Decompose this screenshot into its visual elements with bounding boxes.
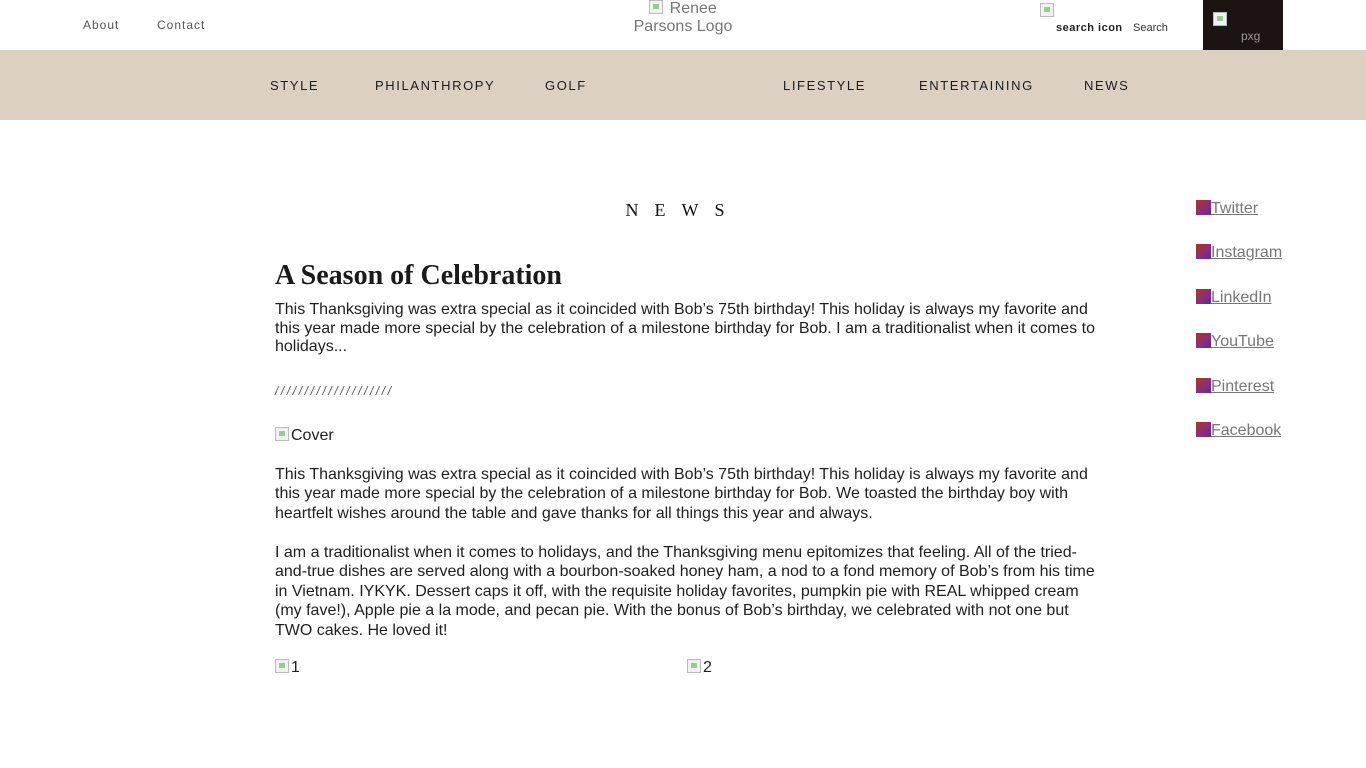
cover-image [275, 427, 334, 445]
about-link[interactable]: About [83, 18, 120, 32]
youtube-label: YouTube [1211, 333, 1274, 350]
cover-alt-text: Cover [291, 427, 334, 444]
logo-alt-line1: Renee [669, 0, 717, 17]
article [275, 258, 1095, 357]
broken-image-icon [275, 427, 289, 441]
nav-item-lifestyle[interactable]: LIFESTYLE [783, 78, 867, 93]
pinterest-icon [1196, 378, 1211, 393]
article-image-1 [275, 659, 300, 677]
twitter-icon [1196, 200, 1211, 215]
section-heading: NEWS [625, 200, 741, 220]
linkedin-label: LinkedIn [1211, 289, 1272, 306]
linkedin-icon [1196, 289, 1211, 304]
instagram-label: Instagram [1211, 244, 1283, 261]
nav-item-entertaining[interactable]: ENTERTAINING [919, 78, 1034, 93]
broken-image-icon [649, 0, 663, 14]
article-paragraph-2: I am a traditionalist when it comes to holidays, and the Thanksgiving menu epitomizes that feeling. All of the tried-and-true dishes are served along with a bourbon-soaked honey ham, a nod to a fond memory of Bob’s from his time in Vietnam. IYKYK. Dessert caps it off, with the requisite holiday favorites, pumpkin pie with REAL whipped cream (my fave!), Apple pie a la mode, and pecan pie. With the bonus of Bob’s birthday, we celebrated with not one but TWO cakes. He loved it! [275, 544, 1095, 639]
nav-item-philanthropy[interactable]: PHILANTHROPY [375, 78, 496, 93]
facebook-icon [1196, 422, 1211, 437]
youtube-link[interactable] [1196, 333, 1274, 351]
youtube-icon [1196, 333, 1211, 348]
nav-item-golf[interactable]: GOLF [545, 78, 587, 93]
broken-image-icon [687, 659, 701, 673]
article-image-2 [687, 659, 712, 677]
pinterest-link[interactable] [1196, 378, 1274, 396]
image-1-alt: 1 [291, 659, 300, 676]
twitter-label: Twitter [1211, 200, 1259, 217]
top-bar [0, 0, 1366, 50]
pxg-alt: pxg [1241, 29, 1261, 43]
broken-image-icon [1040, 3, 1054, 17]
site-logo[interactable] [622, 0, 744, 36]
broken-image-icon [275, 659, 289, 673]
article-paragraph-1: This Thanksgiving was extra special as it coincided with Bob’s 75th birthday! This holiday is always my favorite and this year made more special by the celebration of a milestone birthday for Bob. We toasted the birthday boy with heartfelt wishes around the table and gave thanks for all things this year and always. [275, 466, 1088, 522]
logo-alt-line2: Parsons Logo [633, 18, 733, 35]
article-title[interactable]: A Season of Celebration [275, 260, 562, 291]
broken-image-icon [1213, 12, 1227, 26]
twitter-link[interactable] [1196, 200, 1258, 218]
nav-item-style[interactable]: STYLE [270, 78, 320, 93]
instagram-link[interactable] [1196, 244, 1282, 262]
facebook-label: Facebook [1211, 422, 1282, 439]
pxg-button[interactable] [1203, 0, 1283, 50]
image-2-alt: 2 [703, 659, 712, 676]
pinterest-label: Pinterest [1211, 378, 1275, 395]
contact-link[interactable]: Contact [157, 18, 206, 32]
divider: //////////////////// [275, 384, 394, 398]
facebook-link[interactable] [1196, 422, 1281, 440]
nav-item-news[interactable]: NEWS [1084, 78, 1130, 93]
main-nav [0, 50, 1366, 120]
instagram-icon [1196, 244, 1211, 259]
search-icon-alt: search icon [1056, 22, 1123, 34]
search-label[interactable]: Search [1133, 22, 1168, 34]
linkedin-link[interactable] [1196, 289, 1272, 307]
article-excerpt: This Thanksgiving was extra special as it coincided with Bob’s 75th birthday! This holiday is always my favorite and this year made more special by the celebration of a milestone birthday for Bob. I am a traditionalist when it comes to holidays... [275, 301, 1095, 355]
